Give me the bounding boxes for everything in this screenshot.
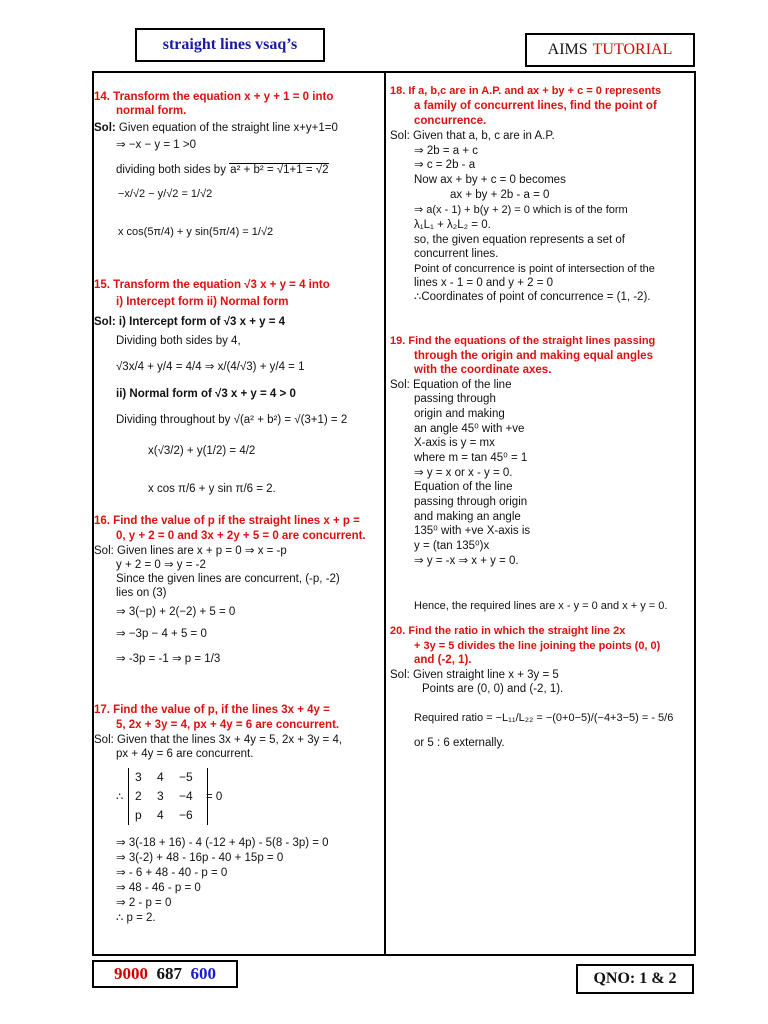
- q17-s7: ∴ p = 2.: [116, 912, 156, 924]
- q17-s3: ⇒ 3(-2) + 48 - 16p - 40 + 15p = 0: [116, 852, 284, 864]
- q17-therefore: ∴: [116, 791, 124, 803]
- q15-s6: x cos π/6 + y sin π/6 = 2.: [148, 483, 276, 495]
- q17-sol: Sol: Given that the lines 3x + 4y = 5, 2x + 3y = 4,: [94, 734, 343, 746]
- det-row-1: 3 4 −5: [135, 770, 193, 784]
- q18-line2: a family of concurrent lines, find the point of: [414, 100, 657, 112]
- q19-sol: Sol: Equation of the line: [390, 379, 512, 391]
- q19-s7: Equation of the line: [414, 481, 513, 493]
- q19-line1: 19. Find the equations of the straight lines passing: [390, 335, 656, 347]
- q18-s1: ⇒ 2b = a + c: [414, 145, 478, 157]
- q19-s5: where m = tan 45⁰ = 1: [414, 452, 528, 464]
- q19-s6: ⇒ y = x or x - y = 0.: [414, 467, 513, 479]
- q15-line2: i) Intercept form ii) Normal form: [116, 296, 289, 308]
- q16-sol: Sol: Given lines are x + p = 0 ⇒ x = -p: [94, 545, 287, 557]
- q18-s11: ∴Coordinates of point of concurrence = (1, -2).: [414, 291, 651, 303]
- phone-part-2: 687: [156, 964, 182, 983]
- q17-line1: 17. Find the value of p, if the lines 3x + 4y =: [94, 704, 330, 716]
- q17-line2: 5, 2x + 3y = 4, px + 4y = 6 are concurrent.: [116, 719, 340, 731]
- q16-s6: ⇒ -3p = -1 ⇒ p = 1/3: [116, 653, 221, 665]
- q18-sol: Sol: Given that a, b, c are in A.P.: [390, 130, 555, 142]
- q18-s9: Point of concurrence is point of intersection of the: [414, 263, 655, 275]
- brand-tutorial: TUTORIAL: [592, 41, 673, 58]
- q18-s7: so, the given equation represents a set of: [414, 234, 625, 246]
- q15-sol1: Sol: i) Intercept form of √3 x + y = 4: [94, 316, 285, 328]
- q17-s4: ⇒ - 6 + 48 - 40 - p = 0: [116, 867, 228, 879]
- q14-step4: x cos(5π/4) + y sin(5π/4) = 1/√2: [118, 226, 274, 238]
- q16-s4: ⇒ 3(−p) + 2(−2) + 5 = 0: [116, 606, 236, 618]
- brand-name: AIMS: [547, 41, 588, 58]
- q15-s5: x(√3/2) + y(1/2) = 4/2: [148, 445, 256, 457]
- q16-line1: 16. Find the value of p if the straight lines x + p =: [94, 515, 360, 527]
- brand-box: [525, 33, 695, 67]
- q18-s8: concurrent lines.: [414, 248, 499, 260]
- q19-s1: passing through: [414, 393, 496, 405]
- page-title: straight lines vsaq’s: [162, 36, 298, 53]
- phone-part-1: 9000: [114, 964, 148, 983]
- q19-s12: ⇒ y = -x ⇒ x + y = 0.: [414, 555, 519, 567]
- q20-s3: or 5 : 6 externally.: [414, 737, 505, 749]
- q16-s5: ⇒ −3p − 4 + 5 = 0: [116, 628, 207, 640]
- q19-s13: Hence, the required lines are x - y = 0 and x + y = 0.: [414, 600, 668, 612]
- q14-step2-rhs: a² + b² = √1+1 = √2: [230, 164, 329, 176]
- q14-sol-label: Sol:: [94, 122, 116, 134]
- q17-s1: px + 4y = 6 are concurrent.: [116, 748, 254, 760]
- q16-s3: lies on (3): [116, 587, 167, 599]
- q14-line1: 14. Transform the equation x + y + 1 = 0 into: [94, 91, 334, 103]
- q18-s5: ⇒ a(x - 1) + b(y + 2) = 0 which is of the form: [414, 204, 628, 216]
- q18-s4: ax + by + 2b - a = 0: [450, 189, 550, 201]
- q20-s2: Required ratio = −L₁₁/L₂₂ = −(0+0−5)/(−4+3−5) = - 5/6: [414, 712, 674, 724]
- q15-s2: √3x/4 + y/4 = 4/4 ⇒ x/(4/√3) + y/4 = 1: [116, 361, 305, 373]
- q14-step3: −x/√2 − y/√2 = 1/√2: [118, 188, 213, 200]
- q19-s8: passing through origin: [414, 496, 528, 508]
- q15-s1: Dividing both sides by 4,: [116, 335, 241, 347]
- q20-line1: 20. Find the ratio in which the straight line 2x: [390, 625, 626, 637]
- q19-s3: an angle 45⁰ with +ve: [414, 423, 525, 435]
- qno-box: [576, 964, 694, 994]
- det-equals: = 0: [206, 791, 223, 803]
- q20-s1: Points are (0, 0) and (-2, 1).: [422, 683, 564, 695]
- q19-s10: 135⁰ with +ve X-axis is: [414, 525, 531, 537]
- qno-label: QNO: 1 & 2: [593, 970, 677, 987]
- q20-line3: and (-2, 1).: [414, 654, 472, 666]
- q16-s1: y + 2 = 0 ⇒ y = -2: [116, 559, 206, 571]
- column-divider: [384, 71, 386, 956]
- q17-s5: ⇒ 48 - 46 - p = 0: [116, 882, 201, 894]
- q20-line2: + 3y = 5 divides the line joining the points (0, 0): [414, 640, 661, 652]
- q18-s10: lines x - 1 = 0 and y + 2 = 0: [414, 277, 554, 289]
- det-row-3: p 4 −6: [135, 808, 193, 822]
- q18-s3: Now ax + by + c = 0 becomes: [414, 174, 566, 186]
- q19-line2: through the origin and making equal angles: [414, 350, 653, 362]
- q16-line2: 0, y + 2 = 0 and 3x + 2y + 5 = 0 are concurrent.: [116, 530, 366, 542]
- q17-s2: ⇒ 3(-18 + 16) - 4 (-12 + 4p) - 5(8 - 3p) = 0: [116, 837, 329, 849]
- q19-s11: y = (tan 135⁰)x: [414, 540, 490, 552]
- q20-sol: Sol: Given straight line x + 3y = 5: [390, 669, 559, 681]
- q18-s6: λ₁L₁ + λ₂L₂ = 0.: [414, 219, 491, 231]
- q19-s2: origin and making: [414, 408, 505, 420]
- q14-sol-text: Given equation of the straight line x+y+1=0: [115, 122, 338, 134]
- q18-line1: 18. If a, b,c are in A.P. and ax + by + c = 0 represents: [390, 85, 662, 97]
- q19-s4: X-axis is y = mx: [414, 437, 495, 449]
- q18-line3: concurrence.: [414, 115, 487, 127]
- determinant: [128, 768, 208, 825]
- phone-box: [92, 960, 238, 988]
- page-title-box: [135, 28, 325, 62]
- q14-step1: ⇒ −x − y = 1 >0: [116, 139, 196, 151]
- phone-part-3: 600: [190, 964, 216, 983]
- q15-s4: Dividing throughout by √(a² + b²) = √(3+1) = 2: [116, 414, 348, 426]
- q15-line1: 15. Transform the equation √3 x + y = 4 into: [94, 279, 330, 291]
- q18-s2: ⇒ c = 2b - a: [414, 159, 476, 171]
- q19-line3: with the coordinate axes.: [414, 364, 552, 376]
- q14-step2: dividing both sides by: [116, 164, 226, 176]
- q14-line2: normal form.: [116, 105, 187, 117]
- det-row-2: 2 3 −4: [135, 789, 193, 803]
- q16-s2: Since the given lines are concurrent, (-p, -2): [116, 573, 340, 585]
- q17-s6: ⇒ 2 - p = 0: [116, 897, 172, 909]
- q19-s9: and making an angle: [414, 511, 521, 523]
- q15-s3: ii) Normal form of √3 x + y = 4 > 0: [116, 388, 296, 400]
